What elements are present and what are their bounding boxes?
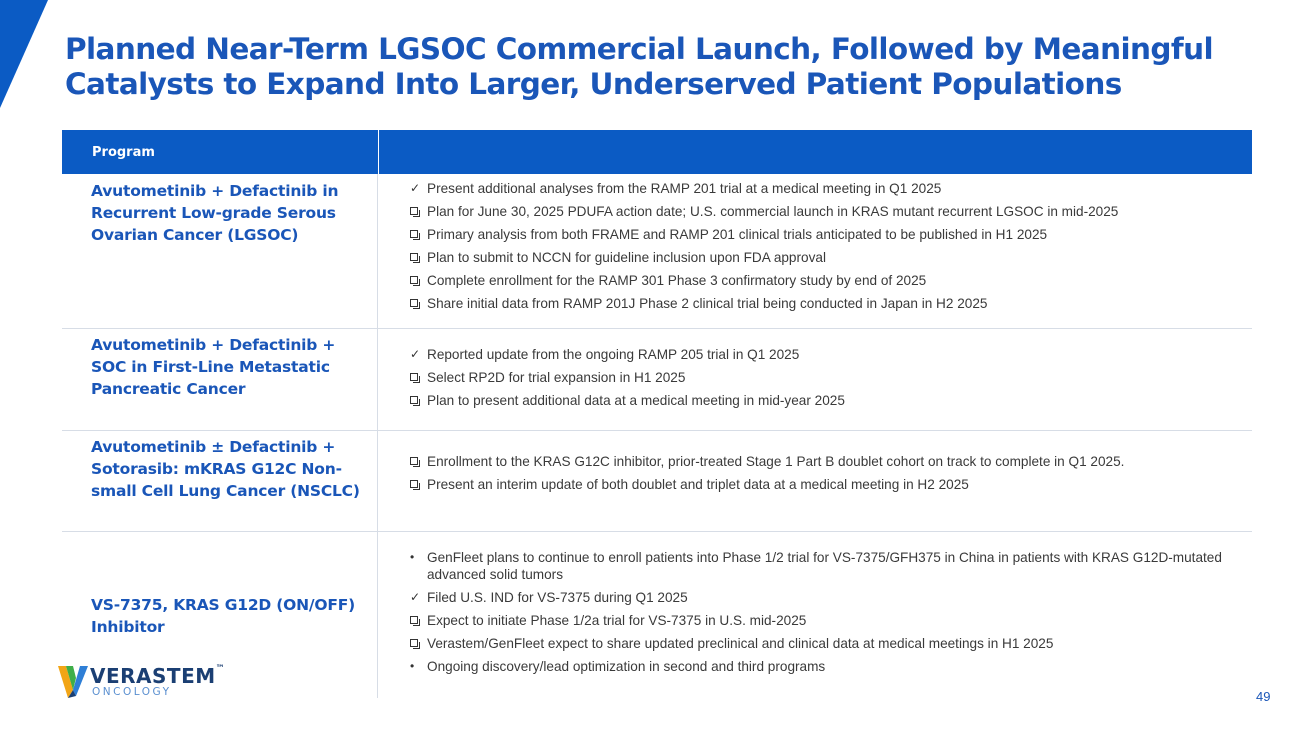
list-item: Complete enrollment for the RAMP 301 Phase 3 confirmatory study by end of 2025 — [410, 272, 1240, 289]
program-name: Avutometinib ± Defactinib + Sotorasib: mKRAS G12C Non-small Cell Lung Cancer (NSCLC) — [91, 438, 360, 500]
program-table — [62, 130, 1252, 698]
table-row — [62, 174, 1252, 329]
table-row — [62, 329, 1252, 431]
checkbox-icon — [410, 457, 418, 465]
bullet-icon: • — [410, 550, 415, 564]
check-icon: ✓ — [410, 347, 421, 361]
table-row — [62, 431, 1252, 532]
list-item: Share initial data from RAMP 201J Phase 2 clinical trial being conducted in Japan in H2 2025 — [410, 295, 1240, 312]
checkbox-icon — [410, 207, 418, 215]
list-item: Select RP2D for trial expansion in H1 2025 — [410, 369, 1240, 386]
checkbox-icon — [410, 616, 418, 624]
list-item: • Ongoing discovery/lead optimization in second and third programs — [410, 659, 826, 674]
logo-brand: VERASTEM — [90, 664, 216, 688]
checkbox-icon — [410, 299, 418, 307]
checkbox-icon — [410, 480, 418, 488]
check-icon: ✓ — [410, 181, 421, 195]
list-item: Plan for June 30, 2025 PDUFA action date; U.S. commercial launch in KRAS mutant recurrent LGSOC in mid-2025 — [410, 203, 1240, 220]
list-item: • GenFleet plans to continue to enroll patients into Phase 1/2 trial for VS-7375/GFH375 in China in patients with KRAS G12D-mutated advanced solid tumors — [410, 550, 1222, 582]
table-header — [62, 130, 1252, 174]
checkbox-icon — [410, 373, 418, 381]
checkbox-icon — [410, 396, 418, 404]
table-row — [62, 532, 1252, 698]
list-item: ✓ Reported update from the ongoing RAMP 205 trial in Q1 2025 — [410, 347, 800, 362]
program-name: Avutometinib + Defactinib + SOC in First-Line Metastatic Pancreatic Cancer — [91, 336, 336, 398]
list-item: Primary analysis from both FRAME and RAMP 201 clinical trials anticipated to be published in H1 2025 — [410, 226, 1240, 243]
list-item: Expect to initiate Phase 1/2a trial for VS-7375 in U.S. mid-2025 — [410, 612, 1240, 629]
milestone-list — [410, 453, 1240, 499]
checkbox-icon — [410, 276, 418, 284]
logo-subtitle: ONCOLOGY — [92, 686, 172, 698]
logo-trademark: ™ — [215, 664, 226, 674]
page-title: Planned Near-Term LGSOC Commercial Launch, Followed by Meaningful Catalysts to Expand Into Larger, Underserved Patient Populations — [65, 32, 1214, 101]
list-item: Plan to submit to NCCN for guideline inclusion upon FDA approval — [410, 249, 1240, 266]
checkbox-icon — [410, 253, 418, 261]
list-item: Plan to present additional data at a medical meeting in mid-year 2025 — [410, 392, 1240, 409]
milestone-list — [410, 180, 1240, 318]
header-program: Program — [92, 145, 155, 160]
page-number: 49 — [1256, 689, 1271, 704]
list-item: Verastem/GenFleet expect to share updated preclinical and clinical data at medical meetings in H1 2025 — [410, 635, 1240, 652]
verastem-logo — [58, 662, 228, 702]
list-item: ✓ Filed U.S. IND for VS-7375 during Q1 2025 — [410, 590, 688, 605]
list-item: ✓ Present additional analyses from the RAMP 201 trial at a medical meeting in Q1 2025 — [410, 181, 942, 196]
list-item: Present an interim update of both doublet and triplet data at a medical meeting in H2 2025 — [410, 476, 1240, 493]
checkbox-icon — [410, 230, 418, 238]
program-name: Avutometinib + Defactinib in Recurrent Low-grade Serous Ovarian Cancer (LGSOC) — [91, 182, 339, 244]
bullet-icon: • — [410, 659, 415, 673]
milestone-list — [410, 346, 1240, 415]
milestone-list — [410, 549, 1240, 681]
header-divider — [378, 130, 379, 174]
corner-accent — [0, 0, 48, 108]
check-icon: ✓ — [410, 590, 421, 604]
checkbox-icon — [410, 639, 418, 647]
list-item: Enrollment to the KRAS G12C inhibitor, prior-treated Stage 1 Part B doublet cohort on track to complete in Q1 2025. — [410, 453, 1240, 470]
program-name: VS-7375, KRAS G12D (ON/OFF) Inhibitor — [91, 596, 356, 636]
logo-mark-icon — [58, 662, 88, 700]
